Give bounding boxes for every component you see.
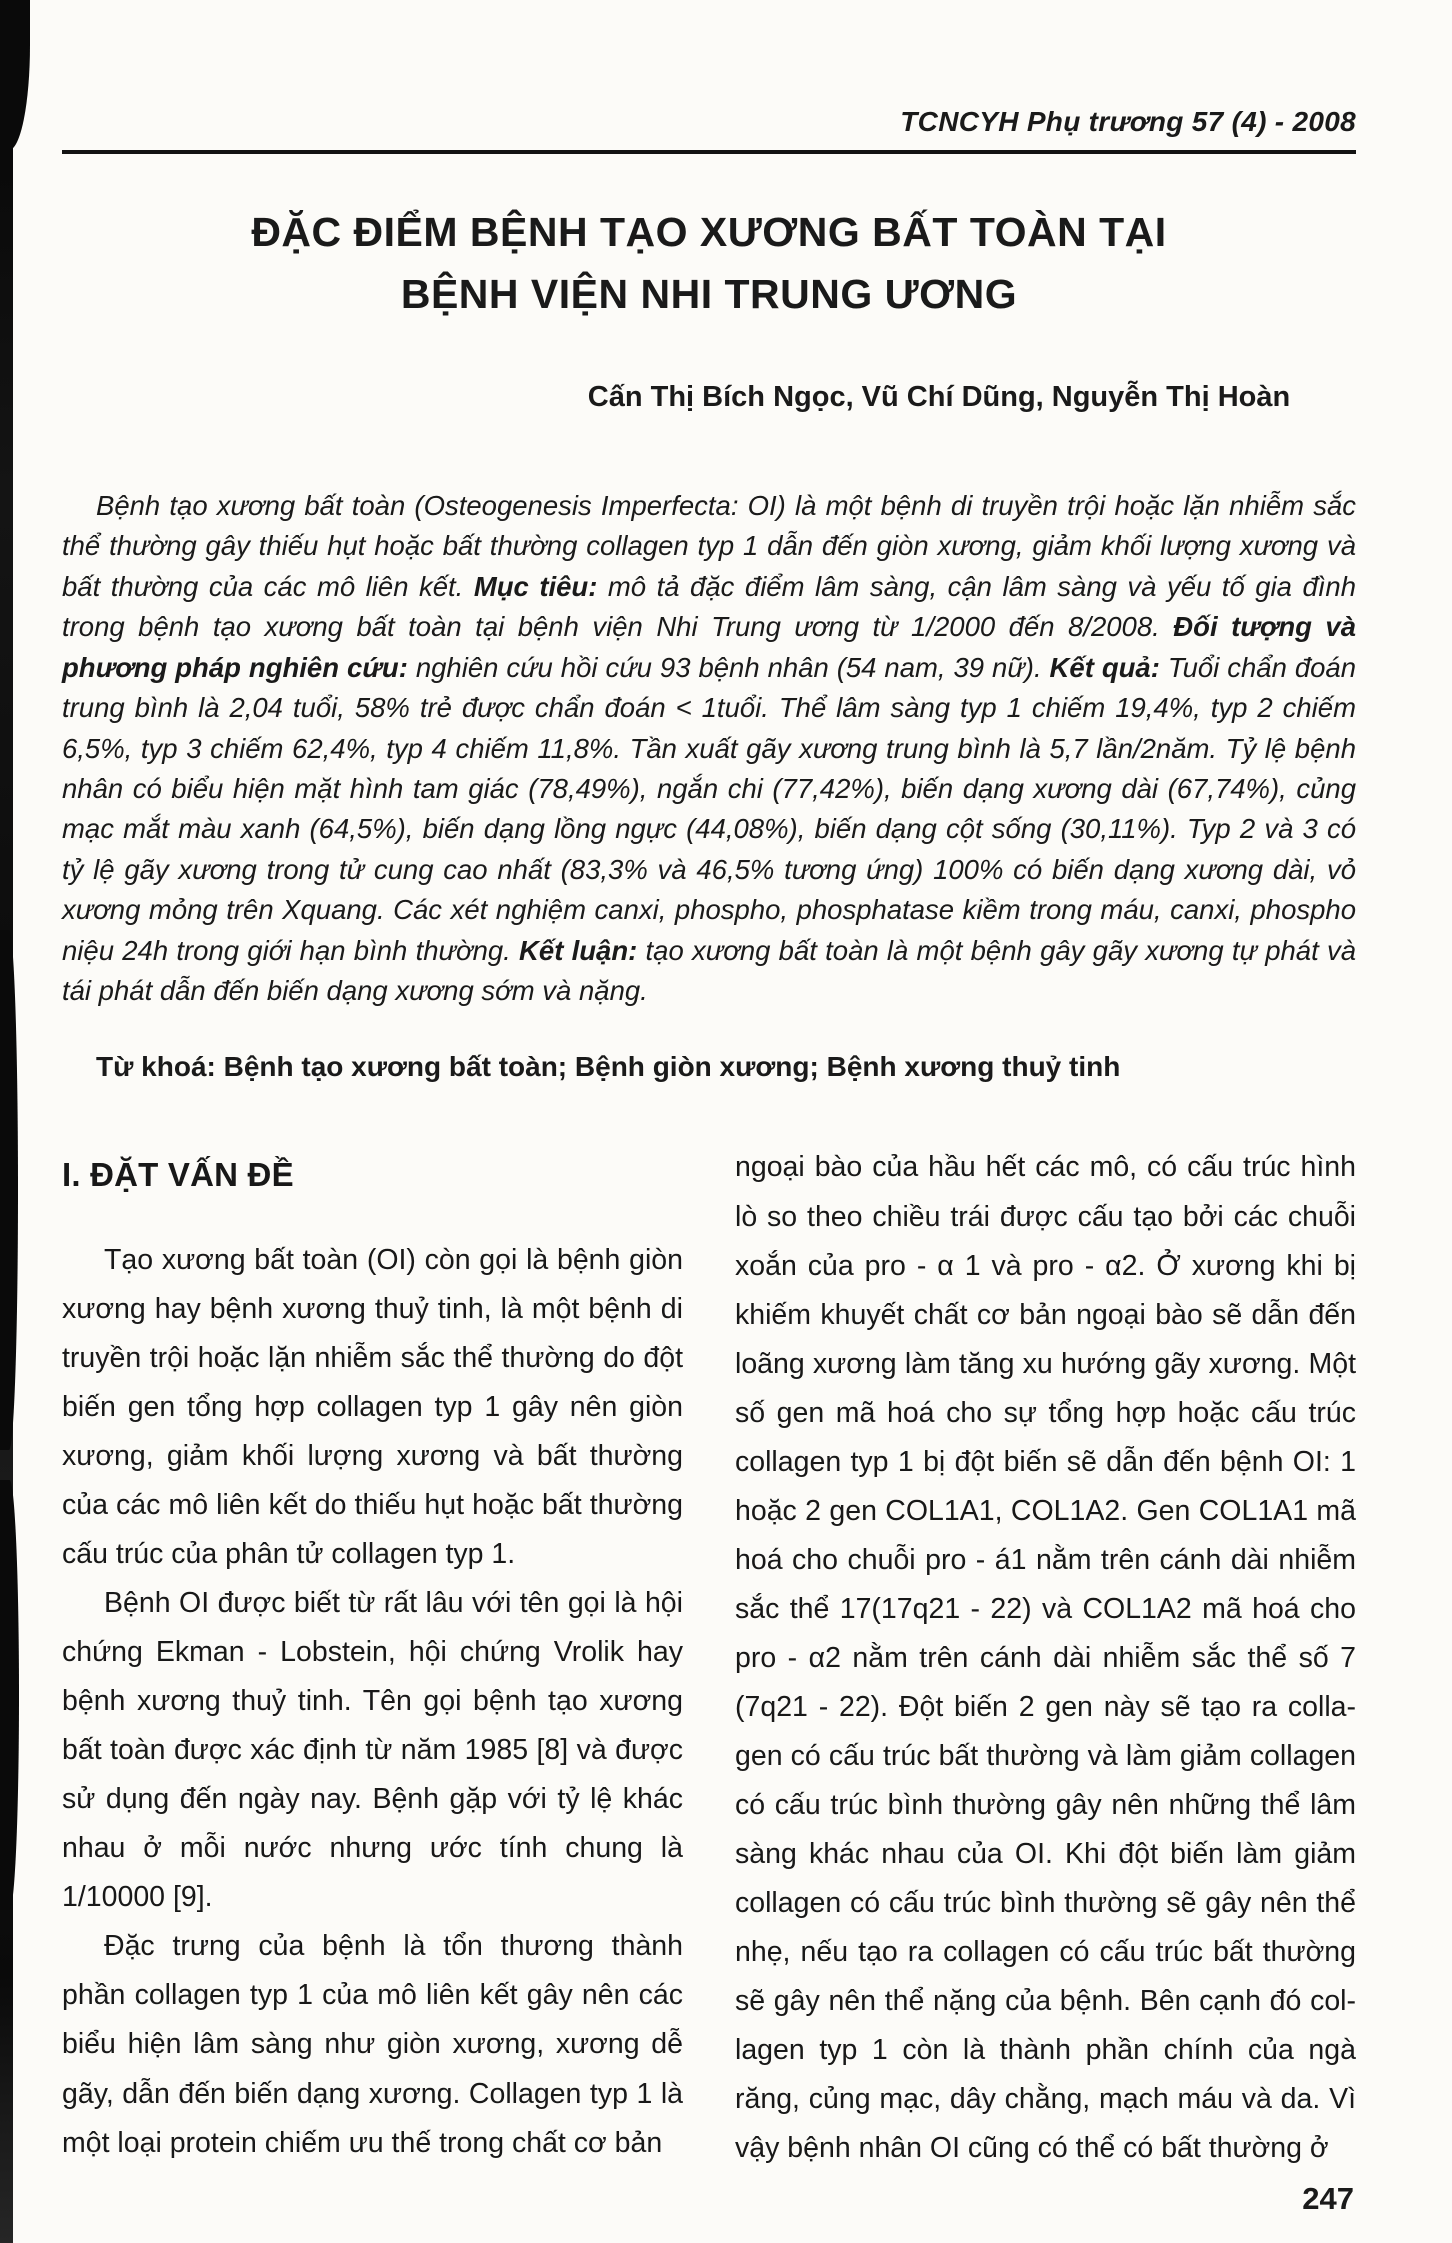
page-content	[62, 0, 1356, 2173]
abstract-segment: mô tả đặc điểm lâm sàng, cận lâm sàng và yếu tố gia đình trong bệnh tạo xương bất toàn tại bệnh viện Nhi Trung ương từ 1/2000 đến 8/2008.	[62, 570, 1356, 643]
authors: Cấn Thị Bích Ngọc, Vũ Chí Dũng, Nguyễn Thị Hoàn	[587, 381, 1291, 413]
article-title-line2: BỆNH VIỆN NHI TRUNG ƯƠNG	[400, 270, 1018, 317]
left-column-text	[62, 1236, 683, 2167]
two-column-body	[62, 1143, 1356, 2172]
journal-header: TCNCYH Phụ trương 57 (4) - 2008	[900, 106, 1356, 137]
left-column	[62, 1143, 683, 2172]
keywords	[62, 1051, 1356, 1083]
paragraph: Tạo xương bất toàn (OI) còn gọi là bệnh giòn xương hay bệnh xương thuỷ tinh, là một bệnh di truyền trội hoặc lặn nhiễm sắc thể thường do đột biến gen tổng hợp collagen typ 1 gây nên giòn xương, giảm khối lượng xương và bất thường của các mô liên kết do thiếu hụt hoặc bất thường cấu trúc của phân tử collagen typ 1.	[62, 1244, 683, 1571]
scan-edge-artifact	[0, 1480, 19, 1910]
article-title-line1: ĐẶC ĐIỂM BỆNH TẠO XƯƠNG BẤT TOÀN TẠI	[251, 209, 1167, 255]
paragraph: ngoại bào của hầu hết các mô, có cấu trúc hình lò so theo chiều trái được cấu tạo bởi các chuỗi xoắn của pro - α 1 và pro - α2. Ở xương khi bị khiếm khuyết chất cơ bản ngoại bào sẽ dẫn đến loãng xương làm tăng xu hướng gãy xương. Một số gen mã hoá cho sự tổng hợp hoặc cấu trúc collagen typ 1 bị đột biến sẽ dẫn đến bệnh OI: 1 hoặc 2 gen COL1A1, COL1A2. Gen COL1A1 mã hoá cho chuỗi pro - á1 nằm trên cánh dài nhiễm sắc thể 17(17q21 - 22) và COL1A2 mã hoá cho pro - α2 nằm trên cánh dài nhiễm sắc thể số 7 (7q21 - 22). Đột biến 2 gen này sẽ tạo ra colla-gen có cấu trúc bất thường và làm giảm collagen có cấu trúc bình thường gây nên những thể lâm sàng khác nhau của OI. Khi đột biến làm giảm collagen có cấu trúc bình thường sẽ gây nên thể nhẹ, nếu tạo ra collagen có cấu trúc bất thường sẽ gây nên thể nặng của bệnh. Bên cạnh đó col-lagen typ 1 còn là thành phần chính của ngà răng, củng mạc, dây chằng, mạch máu và da. Vì vậy bệnh nhân OI cũng có thể có bất thường ở	[735, 1151, 1356, 2164]
header-rule	[62, 150, 1356, 154]
page-number: 247	[1302, 2181, 1354, 2216]
paragraph: Bệnh OI được biết từ rất lâu với tên gọi là hội chứng Ekman - Lobstein, hội chứng Vrolik hay bệnh xương thuỷ tinh. Tên gọi bệnh tạo xương bất toàn được xác định từ năm 1985 [8] và được sử dụng đến ngày nay. Bệnh gặp với tỷ lệ khác nhau ở mỗi nước nhưng ước tính chung là 1/10000 [9].	[62, 1587, 683, 1914]
abstract-segment: Đối tượng và phương pháp nghiên cứu:	[62, 611, 1356, 683]
keywords-label: Từ khoá:	[96, 1051, 216, 1083]
article-title	[62, 202, 1356, 325]
scan-edge-artifact	[0, 0, 30, 150]
abstract-segment: tạo xương bất toàn là một bệnh gây gãy xương tự phát và tái phát dẫn đến biến dạng xương sớm và nặng.	[62, 934, 1357, 1007]
abstract-segment: nghiên cứu hồi cứu 93 bệnh nhân (54 nam, 39 nữ).	[407, 651, 1050, 683]
abstract-segment: Tuổi chẩn đoán trung bình là 2,04 tuổi, 58% trẻ được chẩn đoán < 1tuổi. Thể lâm sàng typ 1 chiếm 19,4%, typ 2 chiếm 6,5%, typ 3 chiếm 62,4%, typ 4 chiếm 11,8%. Tần xuất gãy xương trung bình là 5,7 lần/2năm. Tỷ lệ bệnh nhân có biểu hiện mặt hình tam giác (78,49%), ngắn chi (77,42%), biến dạng xương dài (67,74%), củng mạc mắt màu xanh (64,5%), biến dạng lồng ngực (44,08%), biến dạng cột sống (30,11%). Typ 2 và 3 có tỷ lệ gãy xương trong tử cung cao nhất (83,3% và 46,5% tương ứng) 100% có biến dạng xương dài, vỏ xương mỏng trên Xquang. Các xét nghiệm canxi, phospho, phosphatase kiềm trong máu, canxi, phospho niệu 24h trong giới hạn bình thường.	[62, 651, 1357, 966]
right-column-text	[735, 1143, 1356, 2172]
section-heading: I. ĐẶT VẤN ĐỀ	[62, 1156, 294, 1194]
abstract-segment: Kết luận:	[519, 934, 638, 966]
abstract-segment: Mục tiêu:	[473, 570, 598, 602]
scan-edge-artifact	[0, 930, 18, 1450]
right-column	[735, 1143, 1356, 2172]
paragraph: Đặc trưng của bệnh là tổn thương thành phần collagen typ 1 của mô liên kết gây nên các biểu hiện lâm sàng như giòn xương, xương dễ gãy, dẫn đến biến dạng xương. Collagen typ 1 là một loại protein chiếm ưu thế trong chất cơ bản	[62, 1930, 683, 2159]
abstract-segment: Bệnh tạo xương bất toàn (Osteogenesis Imperfecta: OI) là một bệnh di truyền trội hoặc lặn nhiễm sắc thể thường gây thiếu hụt hoặc bất thường collagen typ 1 dẫn đến giòn xương, giảm khối lượng xương và bất thường của các mô liên kết.	[62, 490, 1356, 602]
abstract	[62, 486, 1356, 1011]
keywords-text: Bệnh tạo xương bất toàn; Bệnh giòn xương; Bệnh xương thuỷ tinh	[215, 1051, 1121, 1083]
abstract-segment: Kết quả:	[1049, 651, 1160, 683]
